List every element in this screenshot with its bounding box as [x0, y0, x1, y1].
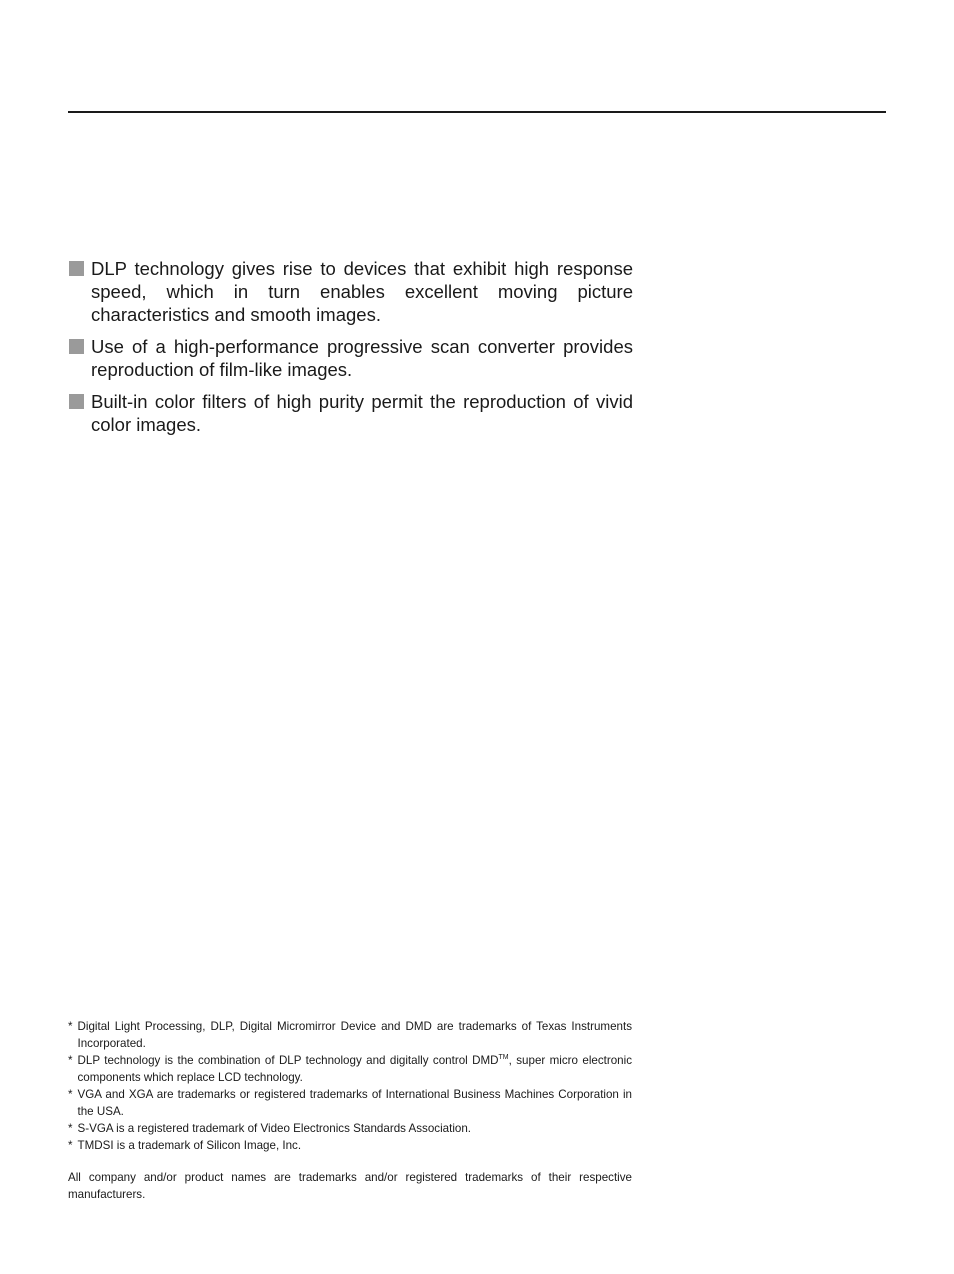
footnote-text: VGA and XGA are trademarks or registered trademarks of International Business Machines Corporation in the USA. — [77, 1088, 632, 1118]
feature-item — [68, 257, 633, 326]
feature-item — [68, 390, 633, 436]
footnote-text: TMDSI is a trademark of Silicon Image, Inc. — [77, 1139, 302, 1152]
footnote — [68, 1137, 632, 1154]
footnote-text: Digital Light Processing, DLP, Digital Micromirror Device and DMD are trademarks of Texas Instruments Incorporated. — [77, 1020, 632, 1050]
footnote-marker: * — [68, 1122, 73, 1135]
trademark-symbol: TM — [498, 1054, 509, 1062]
footnote-text-part: DLP technology is the combination of DLP technology and digitally control DMD — [77, 1054, 499, 1067]
header-rule — [68, 111, 886, 113]
feature-item — [68, 335, 633, 381]
trademark-disclaimer: All company and/or product names are trademarks and/or registered trademarks of their respective manufacturers. — [68, 1171, 632, 1201]
footnote — [68, 1120, 632, 1137]
footnote — [68, 1086, 632, 1120]
feature-list — [68, 257, 633, 445]
square-bullet-icon — [69, 339, 84, 354]
feature-text: DLP technology gives rise to devices that exhibit high response speed, which in turn enables excellent moving picture characteristics and smooth images. — [91, 258, 633, 325]
footnote-marker: * — [68, 1088, 73, 1101]
footnote-text-part: , super micro electronic components which replace LCD technology. — [77, 1054, 632, 1084]
footnote-marker: * — [68, 1054, 73, 1067]
square-bullet-icon — [69, 261, 84, 276]
footnote-marker: * — [68, 1139, 73, 1152]
footnote-text: S-VGA is a registered trademark of Video Electronics Standards Association. — [77, 1122, 472, 1135]
footnote — [68, 1052, 632, 1086]
trademark-footnotes — [68, 1018, 632, 1154]
feature-text: Built-in color filters of high purity permit the reproduction of vivid color images. — [91, 391, 633, 435]
footnote — [68, 1018, 632, 1052]
feature-text: Use of a high-performance progressive scan converter provides reproduction of film-like images. — [91, 336, 633, 380]
footnote-marker: * — [68, 1020, 73, 1033]
square-bullet-icon — [69, 394, 84, 409]
footnote-text — [78, 1054, 633, 1084]
